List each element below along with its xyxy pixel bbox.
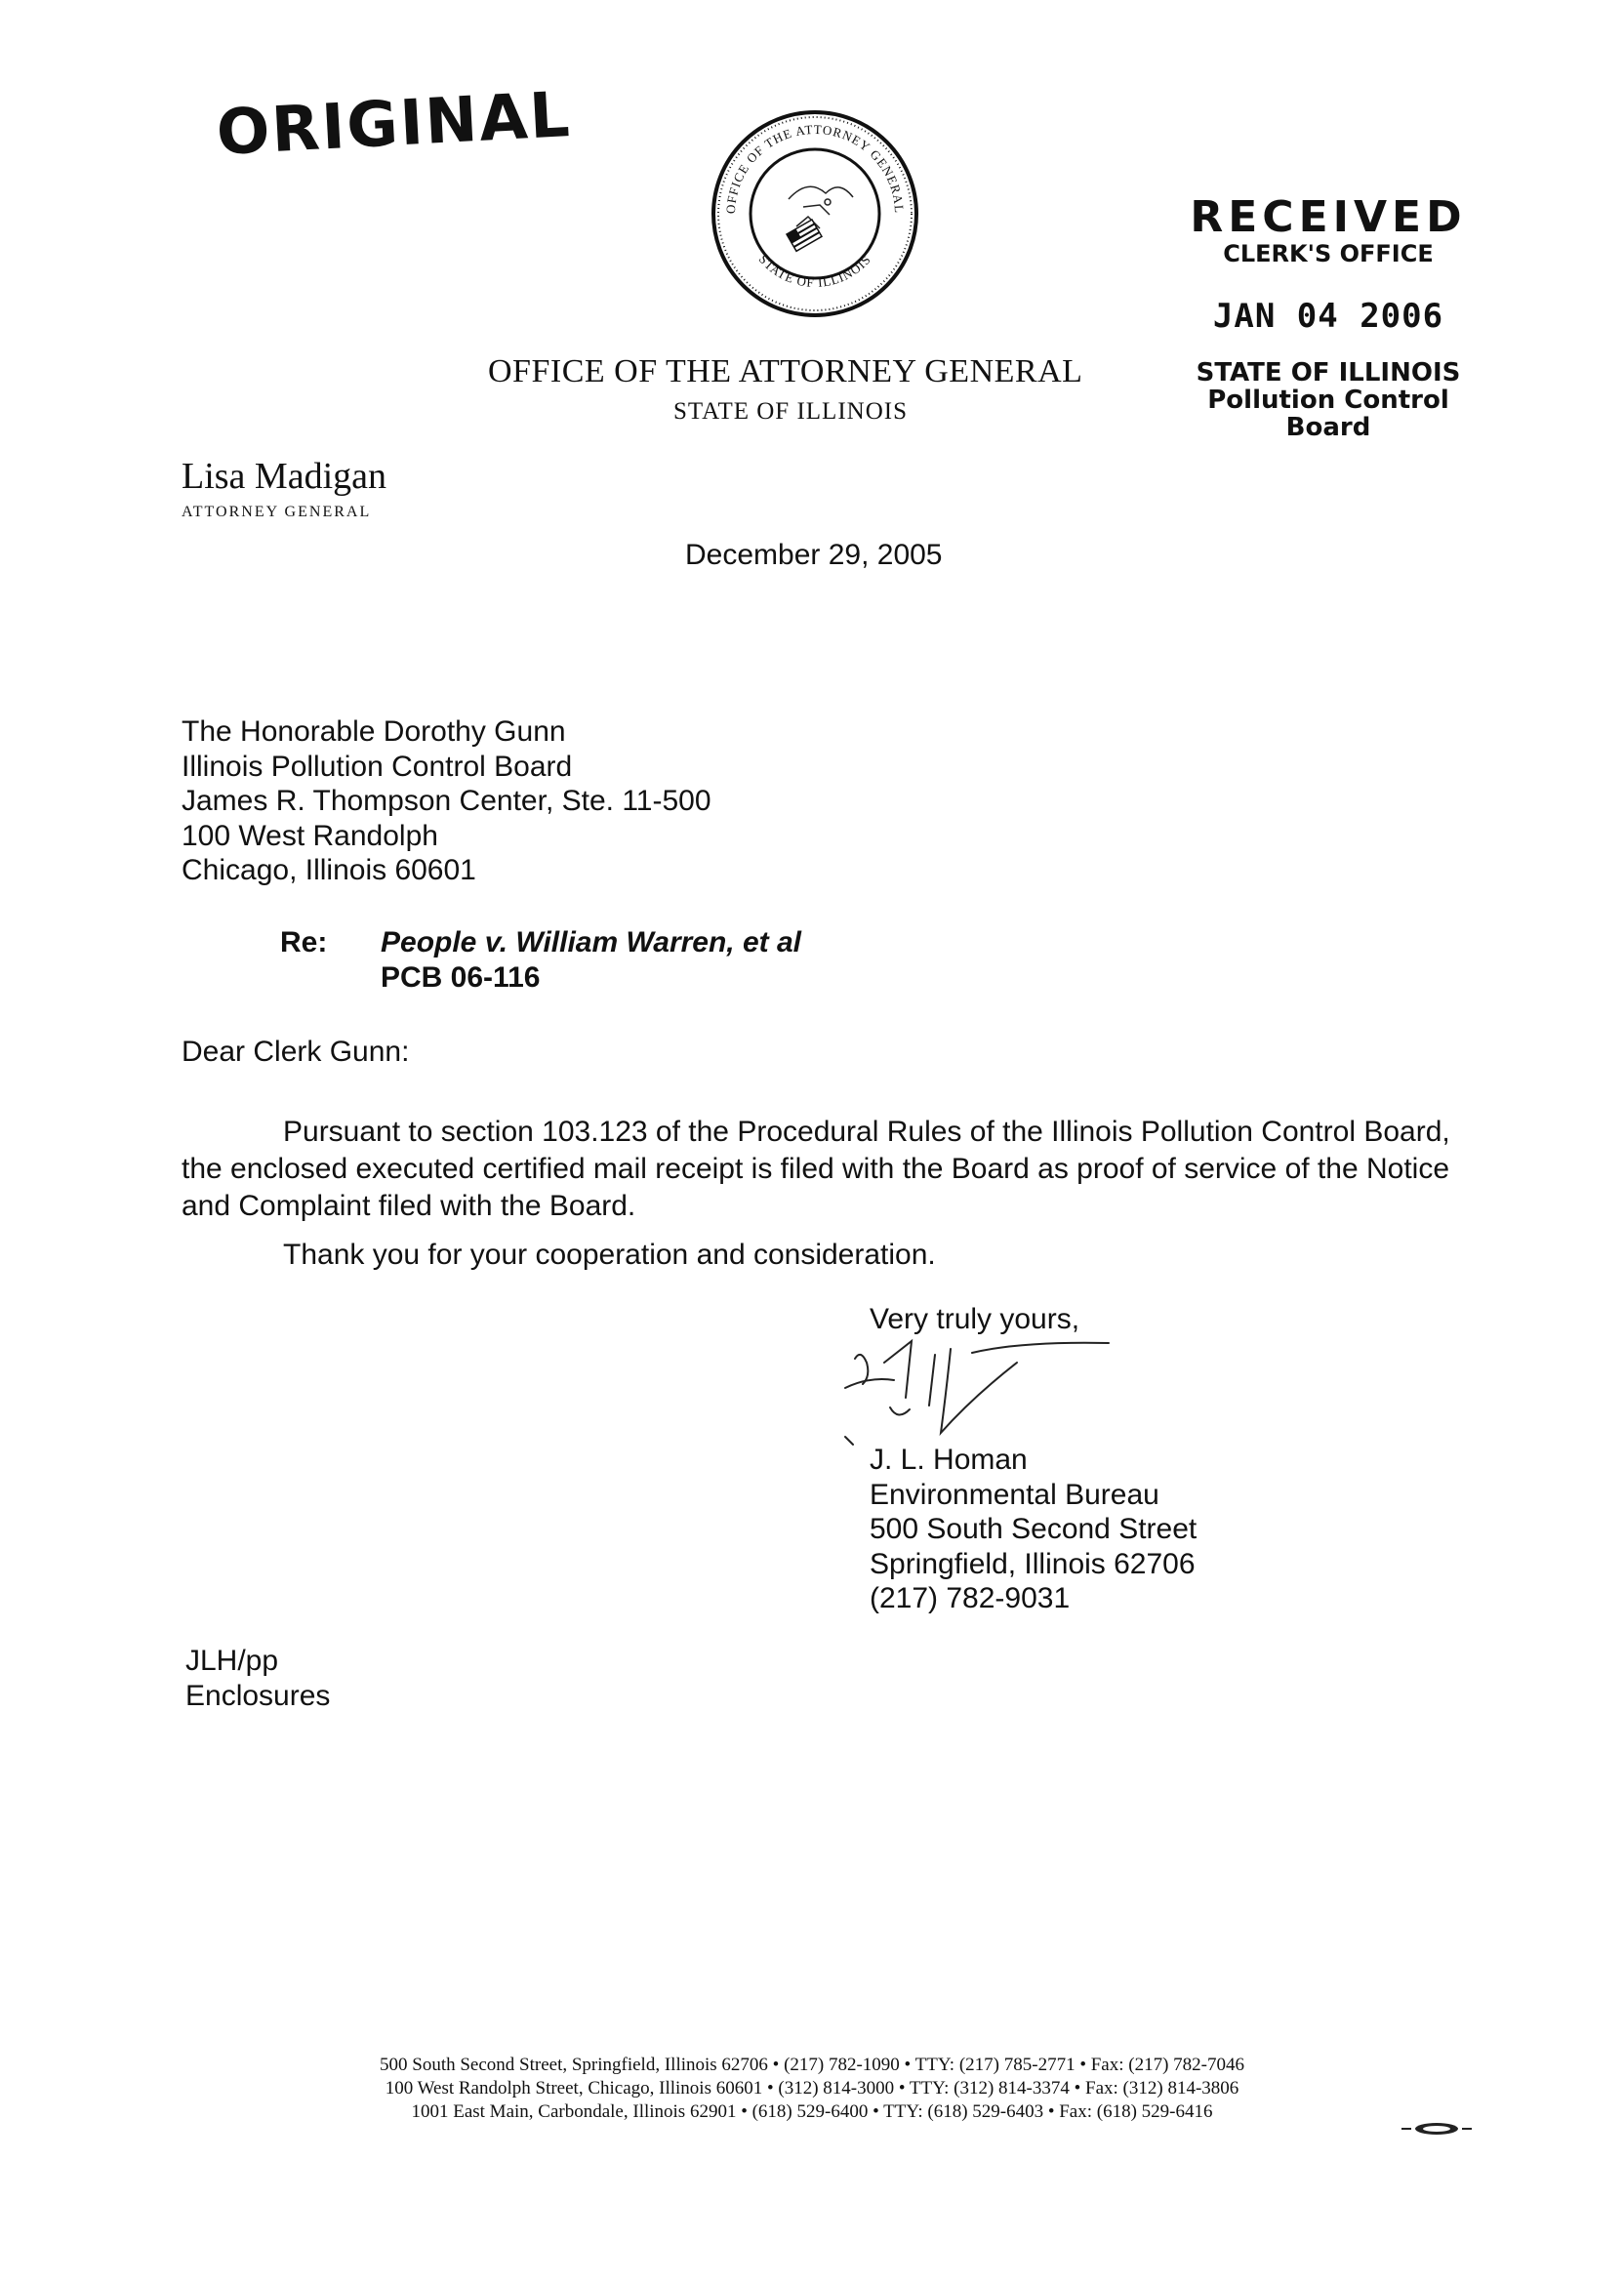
received-board: Pollution Control Board xyxy=(1207,386,1449,442)
original-stamp: ORIGINAL xyxy=(215,79,574,170)
addressee-line: Illinois Pollution Control Board xyxy=(182,750,573,783)
sender-line: 500 South Second Street xyxy=(870,1513,1198,1545)
attorney-general-title: ATTORNEY GENERAL xyxy=(182,504,372,520)
re-case-name: People v. William Warren, et al xyxy=(381,926,802,958)
clerks-office-label: CLERK'S OFFICE xyxy=(1223,240,1434,267)
footer-line: 100 West Randolph Street, Chicago, Illinois 60601 • (312) 814-3000 • TTY: (312) 814-3374 • Fax: (312) 814-3806 xyxy=(385,2078,1239,2099)
sender-block xyxy=(870,1443,1197,1616)
addressee-line: Chicago, Illinois 60601 xyxy=(182,854,476,886)
svg-text:STATE OF ILLINOIS xyxy=(756,252,874,290)
body-line: and Complaint filed with the Board. xyxy=(182,1190,636,1222)
reference-initials xyxy=(185,1644,330,1714)
office-footer xyxy=(0,2054,1624,2124)
thank-you-paragraph: Thank you for your cooperation and consideration. xyxy=(283,1239,936,1271)
addressee-line: James R. Thompson Center, Ste. 11-500 xyxy=(182,785,711,817)
office-title: OFFICE OF THE ATTORNEY GENERAL xyxy=(488,353,1083,389)
sender-line: (217) 782-9031 xyxy=(870,1582,1071,1614)
seal-bottom-text: STATE OF ILLINOIS xyxy=(755,251,874,290)
office-state: STATE OF ILLINOIS xyxy=(673,398,908,425)
salutation: Dear Clerk Gunn: xyxy=(182,1036,410,1068)
sender-line: J. L. Homan xyxy=(870,1444,1028,1476)
addressee-line: The Honorable Dorothy Gunn xyxy=(182,715,566,748)
sender-line: Environmental Bureau xyxy=(870,1478,1159,1511)
typist-initials: JLH/pp xyxy=(185,1645,279,1677)
body-paragraph xyxy=(182,1115,1470,1226)
addressee-line: 100 West Randolph xyxy=(182,819,438,852)
enclosures-note: Enclosures xyxy=(185,1680,331,1712)
re-label: Re: xyxy=(280,926,328,958)
footer-line: 500 South Second Street, Springfield, Illinois 62706 • (217) 782-1090 • TTY: (217) 785-2771 • Fax: (217) 782-7046 xyxy=(380,2055,1244,2075)
seal-top-text: OFFICE OF THE ATTORNEY GENERAL xyxy=(722,121,908,215)
seal-emblem xyxy=(789,186,853,228)
attorney-general-name: Lisa Madigan xyxy=(182,456,387,497)
received-state: STATE OF ILLINOIS xyxy=(1196,358,1461,387)
addressee-block xyxy=(182,714,711,888)
received-date: JAN 04 2006 xyxy=(1212,297,1444,336)
received-stamp xyxy=(1167,192,1489,442)
body-line: the enclosed executed certified mail receipt is filed with the Board as proof of service of the Notice xyxy=(182,1153,1450,1185)
footer-line: 1001 East Main, Carbondale, Illinois 62901 • (618) 529-6400 • TTY: (618) 529-6403 • Fax: (618) 529-6416 xyxy=(411,2101,1213,2122)
body-line: Pursuant to section 103.123 of the Procedural Rules of the Illinois Pollution Control Board, xyxy=(283,1116,1450,1148)
letter-date: December 29, 2005 xyxy=(685,539,943,571)
sender-line: Springfield, Illinois 62706 xyxy=(870,1547,1196,1580)
union-bug-icon xyxy=(1401,2120,1472,2138)
closing: Very truly yours, xyxy=(870,1303,1080,1335)
attorney-general-seal xyxy=(710,109,919,318)
re-case-number: PCB 06-116 xyxy=(381,961,541,994)
received-label: RECEIVED xyxy=(1190,192,1467,242)
